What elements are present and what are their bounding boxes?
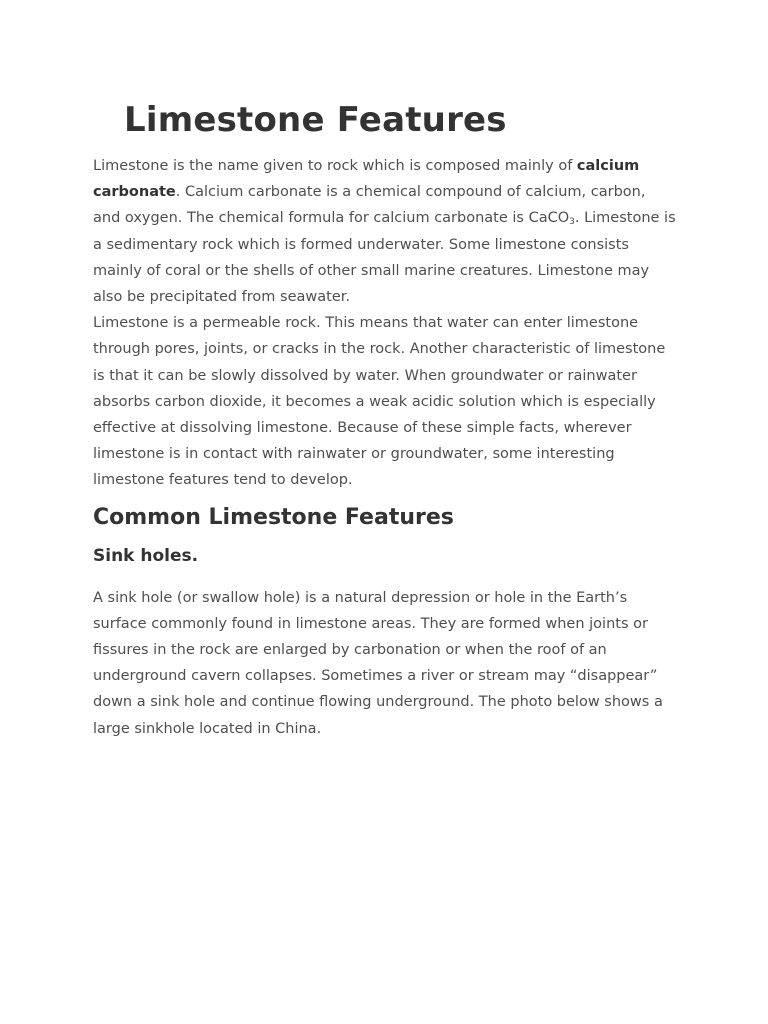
intro-text-middle: . Calcium carbonate is a chemical compound of calcium, carbon, and oxygen. The chemical formula for calcium carbonate is CaCO (93, 184, 646, 227)
permeability-paragraph: Limestone is a permeable rock. This means that water can enter limestone through pores, joints, or cracks in the rock. Another characteristic of limestone is that it can be slowly dissolved by water. When groundwater or rainwater absorbs carbon dioxide, it becomes a weak acidic solution which is especially effective at dissolving limestone. Because of these simple facts, wherever limestone is in contact with rainwater or groundwater, some interesting limestone features tend to develop. (93, 315, 666, 489)
page-title: Limestone Features (124, 100, 507, 140)
intro-text-start: Limestone is the name given to rock which is composed mainly of (93, 158, 577, 174)
section-heading: Common Limestone Features (93, 504, 454, 530)
calcium-carbonate-term: calcium carbonate (93, 158, 640, 201)
subsection-heading: Sink holes. (93, 545, 199, 566)
intro-text-end: . Limestone is a sedimentary rock which is formed underwater. Some limestone consists mainly of coral or the shells of other small marine creatures. Limestone may also be precipitated from seawater. (93, 210, 676, 306)
formula-subscript: 3 (569, 217, 575, 228)
sink-holes-paragraph: A sink hole (or swallow hole) is a natural depression or hole in the Earth’s surface commonly found in limestone areas. They are formed when joints or fissures in the rock are enlarged by carbonation or when the roof of an underground cavern collapses. Sometimes a river or stream may “disappear” down a sink hole and continue flowing underground. The photo below shows a large sinkhole located in China. (93, 589, 663, 737)
intro-paragraph (93, 153, 676, 310)
